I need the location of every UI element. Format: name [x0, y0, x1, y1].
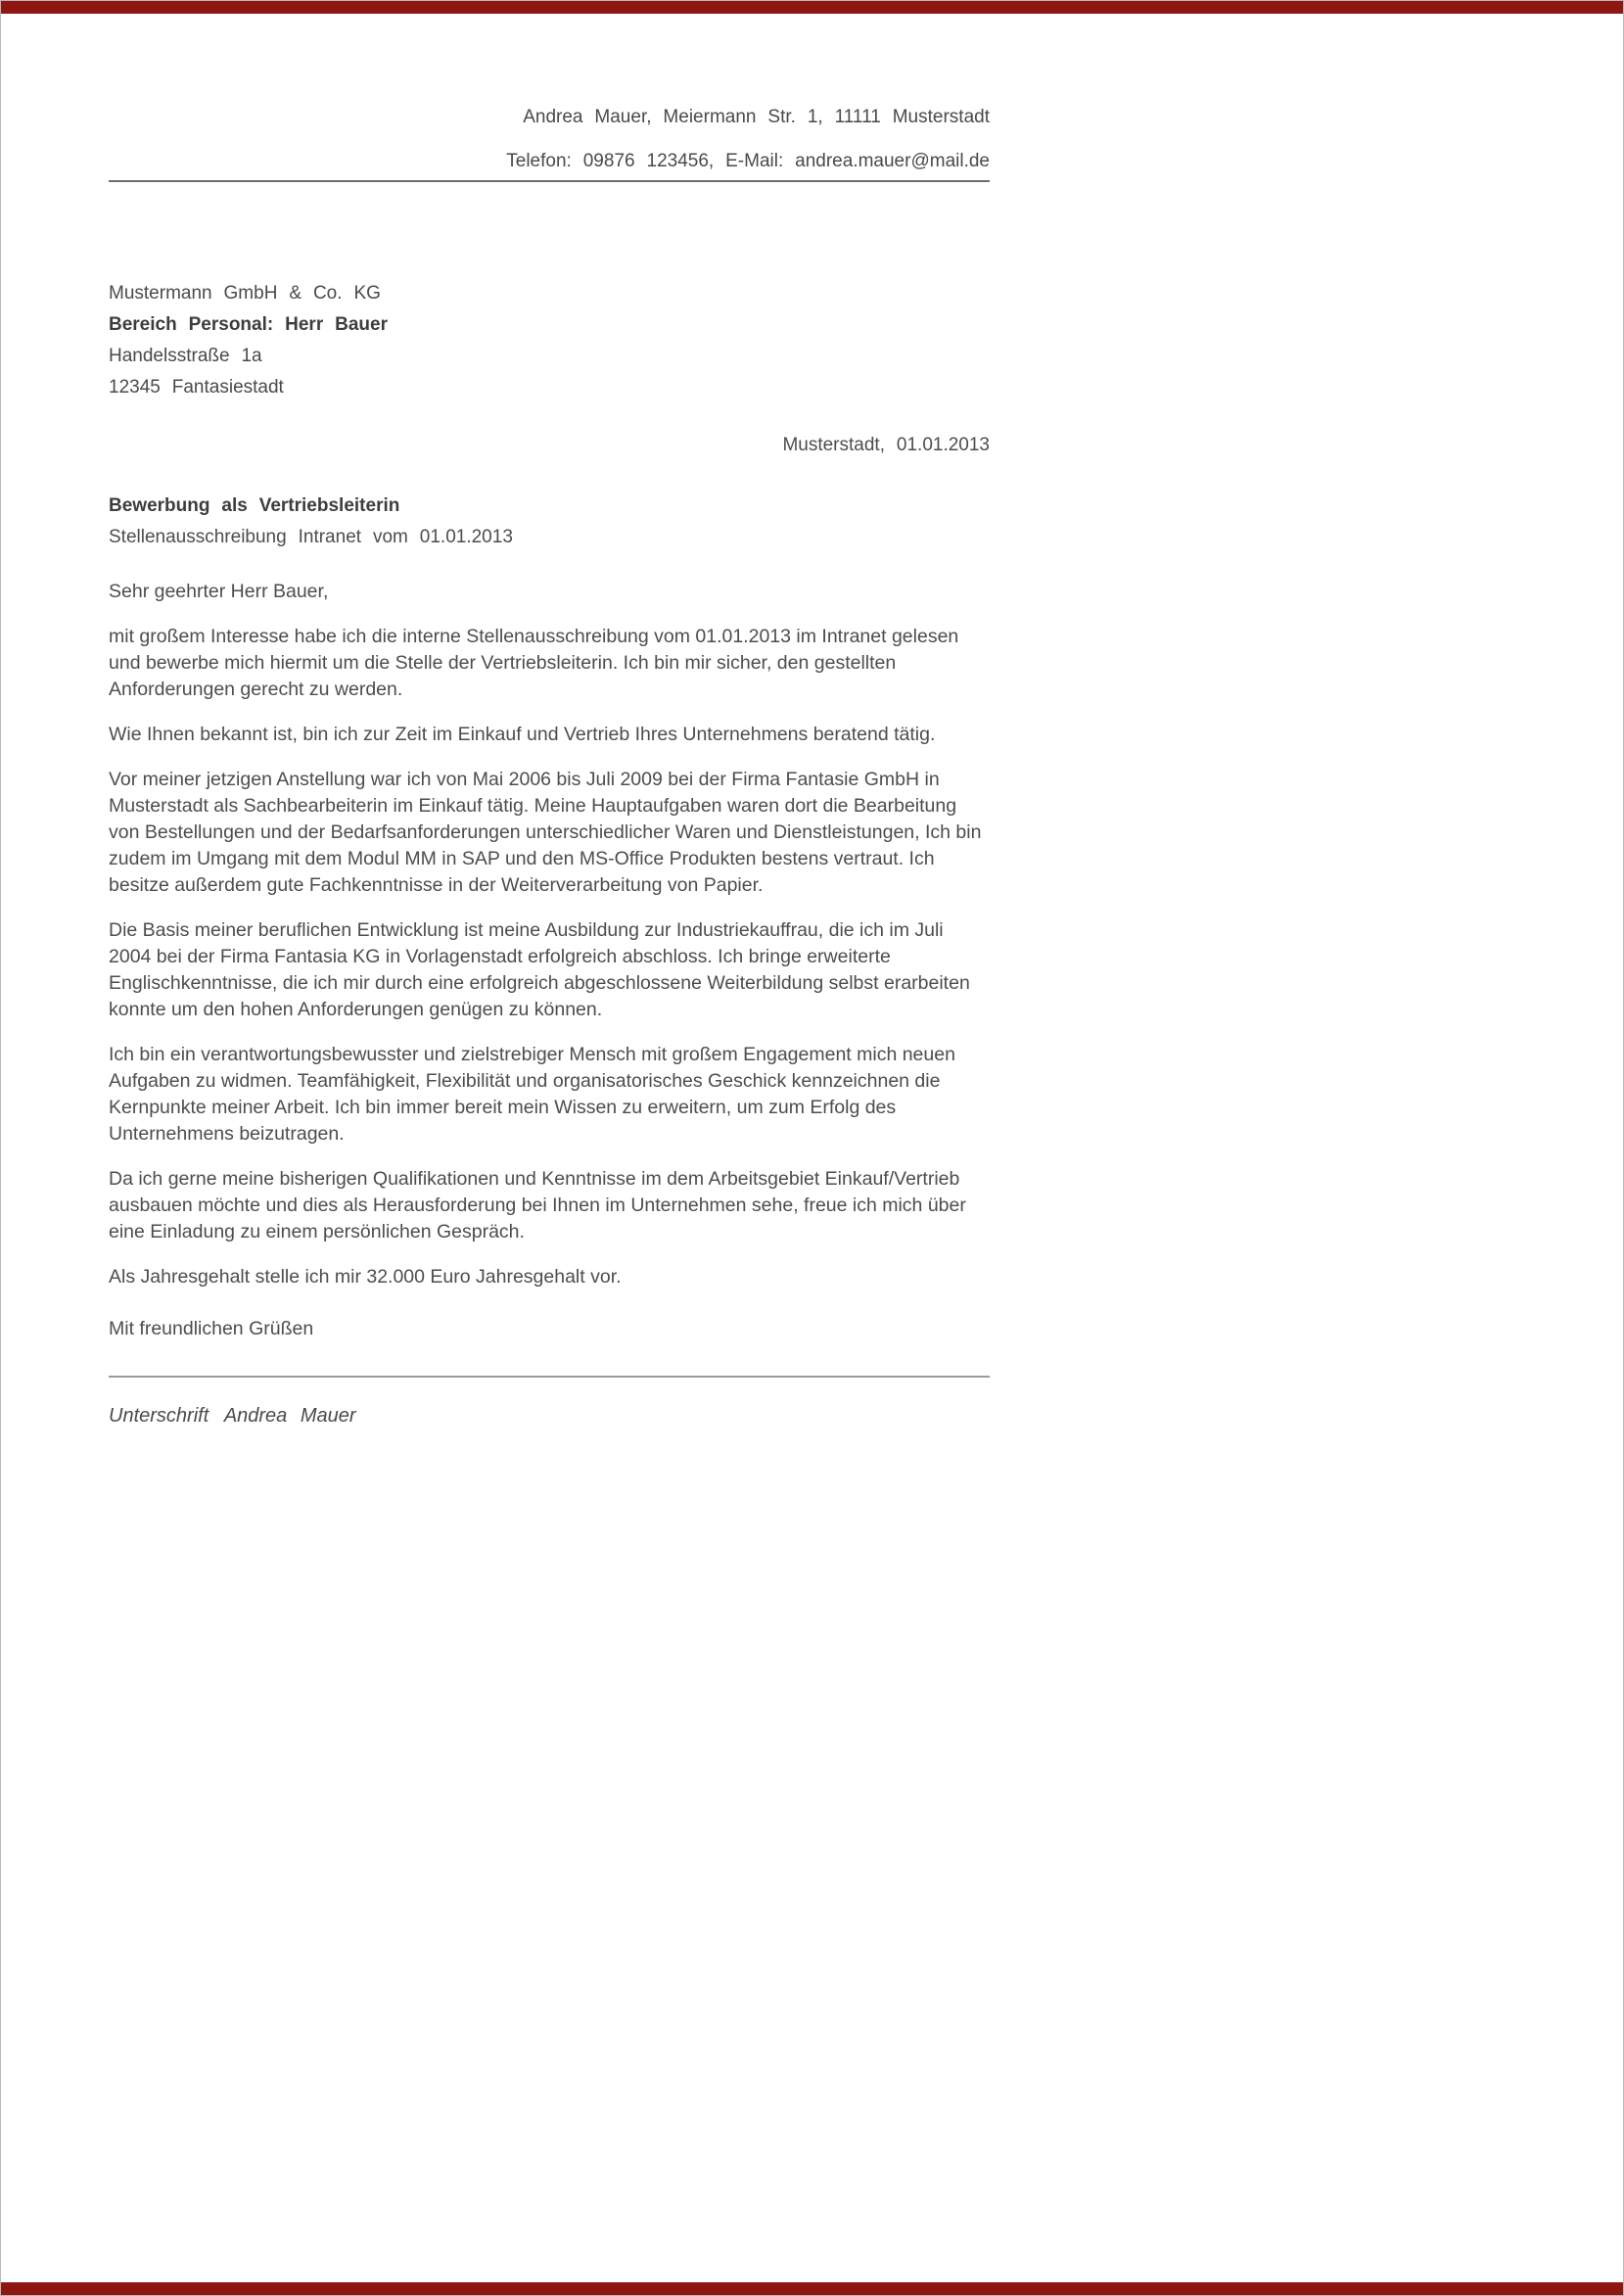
signature-block: [109, 1403, 990, 1429]
signature-label: Unterschrift: [109, 1405, 209, 1427]
sender-address-line: Andrea Mauer, Meiermann Str. 1, 11111 Musterstadt: [523, 107, 990, 127]
top-accent-bar: [1, 1, 1623, 14]
paragraph-experience: Vor meiner jetzigen Anstellung war ich von Mai 2006 bis Juli 2009 bei der Firma Fantasie GmbH in Musterstadt als Sachbearbeiterin im Einkauf tätig. Meine Hauptaufgaben waren dort die Bearbeitung von Bestellungen und der Bedarfsanforderungen unterschiedlicher Waren und Dienstleistungen, Ich bin zudem im Umgang mit dem Modul MM in SAP und den MS-Office Produkten bestens vertraut. Ich besitze außerdem gute Fachkenntnisse in der Weiterverarbeitung von Papier.: [109, 769, 982, 896]
paragraph-intro: mit großem Interesse habe ich die interne Stellenausschreibung vom 01.01.2013 im Intranet gelesen und bewerbe mich hiermit um die Stelle der Vertriebsleiterin. Ich bin mir sicher, den gestellten Anforderungen gerecht zu werden.: [109, 626, 959, 700]
recipient-city: 12345 Fantasiestadt: [109, 377, 284, 398]
paragraph-salary: Als Jahresgehalt stelle ich mir 32.000 Euro Jahresgehalt vor.: [109, 1266, 622, 1288]
date-line: Musterstadt, 01.01.2013: [782, 435, 990, 455]
recipient-street: Handelsstraße 1a: [109, 346, 262, 366]
paragraph-education: Die Basis meiner beruflichen Entwicklung ist meine Ausbildung zur Industriekauffrau, die ich im Juli 2004 bei der Firma Fantasia KG in Vorlagenstadt erfolgreich abschloss. Ich bringe erweiterte Englischkenntnisse, die ich mir durch eine erfolgreich abgeschlossene Weiterbildung selbst erarbeiten konnte um den hohen Anforderungen genügen zu können.: [109, 919, 970, 1020]
recipient-block: [109, 278, 990, 403]
recipient-company: Mustermann GmbH & Co. KG: [109, 283, 381, 304]
closing-line: Mit freundlichen Grüßen: [109, 1318, 314, 1339]
paragraph-motivation: Da ich gerne meine bisherigen Qualifikationen und Kenntnisse im dem Arbeitsgebiet Einkauf/Vertrieb ausbauen möchte und dies als Herausforderung bei Ihnen im Unternehmen sehe, freue ich mich über eine Einladung zu einem persönlichen Gespräch.: [109, 1168, 966, 1242]
paragraph-current-role: Wie Ihnen bekannt ist, bin ich zur Zeit im Einkauf und Vertrieb Ihres Unternehmens beratend tätig.: [109, 724, 936, 745]
letter-content: [109, 105, 990, 1429]
header-divider: [109, 180, 990, 182]
signature-name: Andrea Mauer: [223, 1405, 356, 1427]
signature-divider: [109, 1376, 990, 1378]
paragraph-strengths: Ich bin ein verantwortungsbewusster und zielstrebiger Mensch mit großem Engagement mich neuen Aufgaben zu widmen. Teamfähigkeit, Flexibilität und organisatorisches Geschick kennzeichnen die Kernpunkte meiner Arbeit. Ich bin immer bereit mein Wissen zu erweitern, um zum Erfolg des Unternehmens beizutragen.: [109, 1044, 955, 1145]
bottom-accent-bar: [1, 2282, 1623, 2295]
salutation: Sehr geehrter Herr Bauer,: [109, 581, 329, 602]
subject-subline: Stellenausschreibung Intranet vom 01.01.2013: [109, 527, 513, 547]
subject-line: Bewerbung als Vertriebsleiterin: [109, 495, 400, 516]
recipient-department: Bereich Personal: Herr Bauer: [109, 314, 389, 335]
sender-contact-line: Telefon: 09876 123456, E-Mail: andrea.mauer@mail.de: [506, 151, 990, 171]
